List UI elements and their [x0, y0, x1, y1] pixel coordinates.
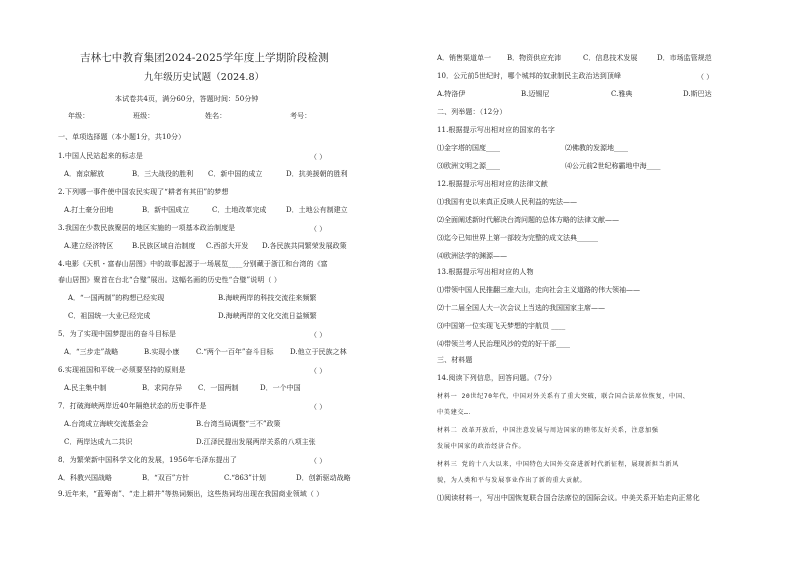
q13-item-2: ⑵十二届全国人大一次会议上当选的我国国家主席—— — [437, 304, 605, 312]
field-name: 姓名： — [205, 112, 227, 120]
q9-option-a: A．销售渠道单一 — [437, 54, 492, 62]
q4-option-a: A．“一国两制”的构想已经实现 — [68, 294, 165, 302]
question-5: 5．为了实现中国梦提出的奋斗目标是 — [58, 330, 177, 338]
q13-item-3: ⑶中国第一位实现飞天梦想的宇航员 ____ — [437, 322, 566, 330]
question-6: 6.实现祖国和平统一必须要坚持的原则是 — [58, 366, 186, 374]
section-3-heading: 三、材料题 — [437, 356, 473, 364]
exam-info: 本试卷共4页，满分60分，答题时间：50分钟 — [115, 95, 259, 103]
q2-option-c: C．土地改革完成 — [212, 206, 267, 214]
section-1-heading: 一、单项选择题（本小题1分，共10分） — [58, 133, 186, 141]
q3-option-c: C.西部大开发 — [206, 242, 249, 250]
q12-item-1: ⑴我国有史以来真正反映人民利益的宪法—— — [437, 198, 577, 206]
q5-option-b: B.实现小康 — [144, 348, 180, 356]
q11-item-1: ⑴金字塔的国度____ — [437, 144, 500, 152]
q11-item-4: ⑷公元前2世纪称霸地中海____ — [565, 162, 661, 170]
answer-paren-7: （ ） — [310, 403, 327, 411]
question-4-line-1: 4.电影《天机・富春山居图》中的故事起源于一场展览____分别藏于浙江和台湾的《富 — [58, 260, 328, 268]
q6-option-d: D．一个中国 — [260, 384, 301, 392]
material-3-line-2: 貌，为人类和平与发展事业作出了新的重大贡献。 — [437, 477, 587, 484]
q1-option-b: B．三大战役的胜利 — [132, 170, 194, 178]
material-2-line-2: 发展中国家的政治经济合作。 — [437, 443, 526, 450]
q11-item-2: ⑵佛教的发源地____ — [565, 144, 628, 152]
q8-option-c: C.“863”计划 — [224, 474, 266, 482]
q10-option-b: B.迈锡尼 — [521, 90, 550, 98]
question-11: 11.根据提示写出相对应的国家的名字 — [437, 126, 555, 134]
question-12: 12.根据提示写出相对应的法律文献 — [437, 180, 548, 188]
answer-paren-5: （ ） — [310, 331, 327, 339]
q1-option-c: C．新中国的成立 — [208, 170, 263, 178]
question-9: 9.近年来，“蓝筹南”、“走上耕井”等热词频出，这些热词均出现在我国商业领域（ ） — [58, 490, 324, 498]
question-3: 3.我国在少数民族聚居的地区实施的一项基本政治制度是 — [58, 224, 236, 232]
question-1: 1.中国人民站起来的标志是 — [58, 152, 143, 160]
field-class: 班级： — [133, 112, 155, 120]
field-number: 考号： — [290, 112, 312, 120]
question-14: 14.阅读下列信息，回答问题。（7分） — [437, 374, 556, 382]
material-1-line-1: 材料一 20世纪70年代，中国对外关系有了重大突破，联合国合法席位恢复，中国、 — [437, 393, 690, 400]
q10-option-c: C.雅典 — [611, 90, 633, 98]
q5-option-c: C.“两个一百年”奋斗目标 — [196, 348, 274, 356]
q9-option-b: B．物资供应充沛 — [507, 54, 562, 62]
q8-option-d: D．创新驱动战略 — [296, 474, 351, 482]
q6-option-b: B．求同存异 — [142, 384, 183, 392]
q1-option-d: D．抗美援朝的胜利 — [286, 170, 348, 178]
field-grade: 年级： — [68, 112, 90, 120]
question-7: 7．打破海峡两岸近40年隔绝状态的历史事件是 — [58, 402, 207, 410]
q11-item-3: ⑶欧洲文明之源____ — [437, 162, 500, 170]
question-13: 13.根据提示写出相对应的人物 — [437, 268, 534, 276]
q3-option-d: D.各民族共同繁荣发展政策 — [262, 242, 347, 250]
q8-option-b: B．“双百”方针 — [142, 474, 190, 482]
q6-option-a: A.民主集中制 — [64, 384, 107, 392]
q2-option-a: A.打土豪分田地 — [64, 206, 114, 214]
q9-option-d: D．市场监管规范 — [657, 54, 712, 62]
q8-option-a: A．科教兴国战略 — [58, 474, 113, 482]
question-4-line-2: 春山居图》聚首在台北“合璧”展出。这幅名画的历史性“合璧”说明（ ） — [58, 276, 281, 284]
q4-option-d: D.海峡两岸的文化交流日益频繁 — [218, 312, 317, 320]
q4-option-c: C．祖国统一大业已经完成 — [68, 312, 151, 320]
q3-option-b: B.民族区域自治制度 — [132, 242, 196, 250]
q1-option-a: A．南京解放 — [64, 170, 105, 178]
question-14-part-1: ⑴阅读材料一，写出中国恢复联合国合法席位的国际会议。中美关系开始走向正常化 — [437, 494, 700, 502]
q10-option-a: A.特洛伊 — [437, 90, 466, 98]
q7-option-c: C．两岸达成九二共识 — [64, 438, 133, 446]
answer-paren-10: （ ） — [697, 73, 714, 81]
material-3-line-1: 材料三 党的十八大以来，中国特色大国外交奋进新时代新征程，展现新担当新风 — [437, 461, 679, 468]
answer-paren-3: （ ） — [310, 225, 327, 233]
exam-title: 吉林七中教育集团2024-2025学年度上学期阶段检测 — [80, 52, 329, 64]
q4-option-b: B.海峡两岸的科技交流往来频繁 — [218, 294, 317, 302]
q12-item-4: ⑷欧洲法学的渊源—— — [437, 252, 507, 260]
material-1-line-2: 中美建交…． — [437, 409, 476, 416]
answer-paren-1: （ ） — [310, 153, 327, 161]
question-2: 2.下列哪一事件使中国农民实现了“耕者有其田”的梦想 — [58, 188, 229, 196]
section-2-heading: 二、列举题：（12分） — [437, 108, 507, 116]
q12-item-3: ⑶迄今已知世界上第一部较为完整的成文法典______ — [437, 234, 598, 242]
q7-option-a: A.台湾成立海峡交流基金会 — [64, 420, 149, 428]
exam-subtitle: 九年级历史试题（2024.8） — [144, 72, 265, 83]
q13-item-4: ⑷带领兰考人民治理风沙的党的好干部____ — [437, 340, 570, 348]
answer-paren-6: （ ） — [310, 367, 327, 375]
q6-option-c: C．一国两制 — [198, 384, 239, 392]
q7-option-b: B.台湾当局调整“三不”政策 — [196, 420, 281, 428]
q2-option-d: D．土地公有制建立 — [286, 206, 348, 214]
q9-option-c: C．信息技术发展 — [583, 54, 638, 62]
q13-item-1: ⑴带领中国人民推翻三座大山，走向社会主义道路的伟大领袖—— — [437, 286, 640, 294]
question-10: 10．公元前5世纪时，哪个城邦的奴隶制民主政治达到顶峰 — [437, 72, 622, 80]
q5-option-a: A．“三步走”战略 — [64, 348, 119, 356]
q2-option-b: B．新中国成立 — [142, 206, 190, 214]
q10-option-d: D.斯巴达 — [683, 90, 712, 98]
q12-item-2: ⑵全面阐述新时代解决台湾问题的总体方略的法律文献—— — [437, 216, 619, 224]
q3-option-a: A.建立经济特区 — [64, 242, 114, 250]
material-2-line-1: 材料二 改革开放后，中国注意发展与周边国家的睦邻友好关系，注意加强 — [437, 427, 659, 434]
right-page — [397, 0, 794, 562]
question-8: 8．为繁荣新中国科学文化的发展，1956年毛泽东提出了 — [58, 456, 237, 464]
answer-paren-8: （ ） — [310, 457, 327, 465]
q5-option-d: D.他立于民族之林 — [290, 348, 347, 356]
q7-option-d: D.江泽民提出发展两岸关系的八项主张 — [196, 438, 316, 446]
